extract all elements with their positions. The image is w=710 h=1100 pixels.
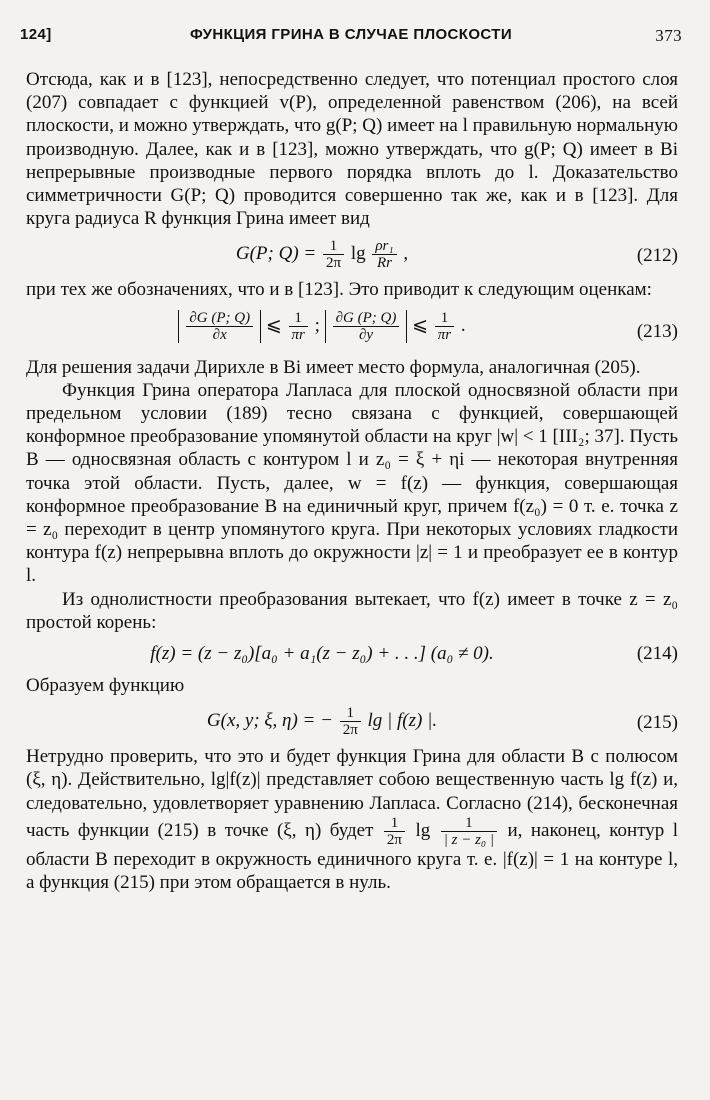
eq212-log: lg (350, 243, 371, 265)
eq213-b-rnum: 1 (435, 310, 454, 327)
eq213-sep: ; (314, 314, 325, 336)
eq212-frac2-den: Rr (376, 255, 392, 272)
inline-fraction-1 (384, 815, 405, 848)
eq212-fraction-2 (372, 238, 396, 271)
eq212-tail: , (403, 243, 409, 265)
section-number: 124] (20, 26, 52, 43)
eq213-fraction-dx (186, 310, 253, 343)
paragraph-7-part-1: Нетрудно проверить, что это и будет функция Грина для области B с полюсом (ξ, η). Действительно, lg|f(z)| представляет собою вещественную часть lg f(z) и, следовательно, удовлетворяет уравнению Лапласа. Согласно (214), бесконечная часть функции (215) в точке (ξ, η) будет (26, 746, 678, 841)
paragraph-7 (26, 745, 678, 894)
eq212-fraction-1 (323, 238, 344, 271)
eq213-a-num: ∂G (P; Q) (186, 310, 253, 327)
eq213-a-den: ∂x (212, 326, 227, 343)
eq213-abs-right (325, 310, 408, 343)
eq213-fraction-a-rhs (289, 310, 308, 343)
eq213-a-rnum: 1 (289, 310, 308, 327)
header-title: ФУНКЦИЯ ГРИНА В СЛУЧАЕ ПЛОСКОСТИ (189, 26, 513, 43)
page-body (26, 68, 678, 894)
equation-214 (26, 634, 678, 674)
inline-log: lg (406, 819, 439, 841)
eq212-frac2-num: ρr₁ (372, 238, 396, 255)
paragraph-7-part-2: и, наконец, контур l области B переходит в окружность единичного круга т. е. |f(z)| = 1 на контуре l, а функция (215) при этом обращается в нуль. (26, 819, 679, 894)
eq213-b-den: ∂y (358, 326, 374, 343)
eq213-label: (213) (636, 320, 678, 342)
paragraph-1: Отсюда, как и в [123], непосредственно следует, что потенциал простого слоя (207) совпадает с функцией v(P), определенной равенством (206), на всей плоскости, и можно утверждать, что g(P; Q) имеет на l правильную нормальную производную. Далее, как и в [123], можно утверждать, что g(P; Q) имеет в Bi непрерывные производные первого порядка вплоть до l. Доказательство симметричности G(P; Q) проводится совершенно так же, как и в [123]. Для круга радиуса R функция Грина имеет вид (26, 69, 678, 230)
inline-frac1-num: 1 (384, 815, 405, 832)
eq214-label: (214) (636, 643, 678, 665)
paragraph-2: при тех же обозначениях, что и в [123]. Это приводит к следующим оценкам: (26, 279, 652, 301)
eq213-b-rel: ⩽ (412, 314, 433, 336)
eq215-num: 1 (340, 705, 361, 722)
eq213-tail: . (460, 314, 466, 336)
inline-frac1-den: 2π (386, 831, 402, 848)
paragraph-6: Образуем функцию (26, 675, 185, 697)
equation-213 (26, 302, 678, 356)
eq212-lhs: G(P; Q) = (235, 243, 321, 265)
eq215-den: 2π (342, 722, 358, 739)
equation-215 (26, 697, 678, 745)
eq213-b-rden: πr (437, 326, 452, 343)
inline-frac2-num: 1 (441, 815, 497, 832)
eq213-a-rden: πr (291, 326, 305, 343)
eq212-frac1-num: 1 (323, 238, 344, 255)
eq213-a-rel: ⩽ (265, 314, 287, 336)
running-header (20, 26, 682, 52)
inline-fraction-2 (441, 815, 497, 848)
page-number: 373 (655, 26, 682, 45)
eq215-label: (215) (636, 712, 678, 734)
eq213-fraction-dy (333, 310, 400, 343)
eq214-body: f(z) = (z − z₀)[a₀ + a₁(z − z₀) + . . .] (a₀ ≠ 0). (150, 643, 494, 665)
eq215-fraction (340, 705, 361, 738)
paragraph-3: Для решения задачи Дирихле в Bi имеет место формула, аналогичная (205). (26, 356, 641, 378)
eq215-rhs: lg | f(z) |. (367, 710, 438, 732)
eq215-lhs: G(x, y; ξ, η) = − (206, 710, 338, 732)
inline-frac2-den: | z − z₀ | (443, 831, 494, 848)
eq213-b-num: ∂G (P; Q) (333, 310, 400, 327)
eq213-abs-left (178, 310, 261, 343)
paragraph-5: Из однолистности преобразования вытекает, что f(z) имеет в точке z = z₀ простой корень: (26, 588, 678, 633)
eq212-label: (212) (636, 245, 678, 267)
equation-212 (26, 230, 678, 278)
eq213-fraction-b-rhs (435, 310, 454, 343)
eq212-frac1-den: 2π (325, 255, 342, 272)
paragraph-4: Функция Грина оператора Лапласа для плоской односвязной области при предельном условии (189) тесно связана с функцией, совершающей конформное преобразование упомянутой области на круг |w| < 1 [III₂; 37]. Пусть B — односвязная область с контуром l и z₀ = ξ + ηi — некоторая внутренняя точка этой области. Пусть, далее, w = f(z) — функция, совершающая конформное преобразование B на единичный круг, причем f(z₀) = 0 т. е. точка z = z₀ переходит в центр упомянутого круга. При некоторых условиях гладкости контура f(z) непрерывна вплоть до окружности |z| = 1 и преобразует ее в контур l. (26, 379, 678, 587)
